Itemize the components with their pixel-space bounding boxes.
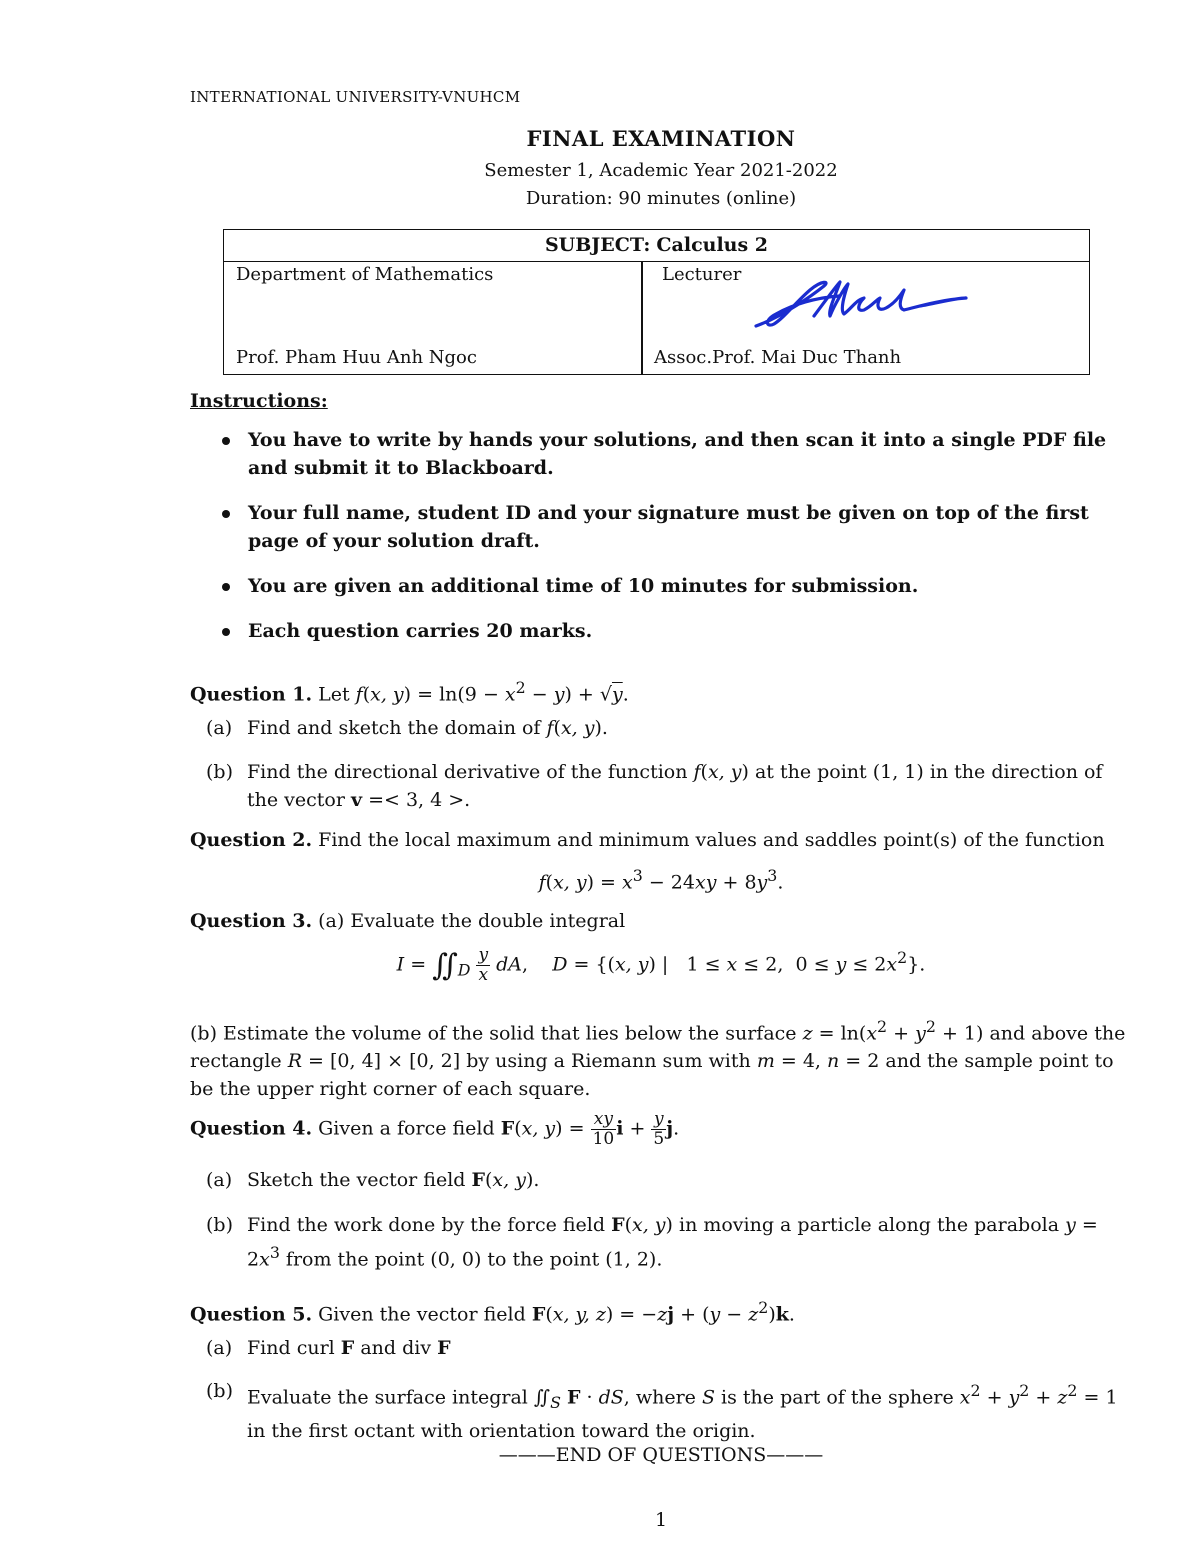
question-5b: (b) Evaluate the surface integral $∬_S$ F · dS, where S is the part of the sphere $x^2 + y^2 + z^2 = 1$ in the first octant with orientation toward the origin. (206, 1380, 1118, 1443)
question-5: Question 5. Given the vector field F(x, y, $z) = -zj + (y - z^2)k$. (190, 1298, 795, 1326)
lecturer-label: Lecturer (662, 264, 742, 285)
question-5a: (a) Find curl F and div F (206, 1337, 451, 1359)
question-3-label: Question 3. (190, 910, 313, 932)
duration-line: Duration: 90 minutes (online) (525, 188, 797, 209)
signature-image (744, 276, 974, 336)
question-1: Question 1. Let f(x, $y) = \ln(9 - x^2 - y) + √y$. (190, 678, 629, 706)
question-2-label: Question 2. (190, 829, 313, 851)
bullet-icon (222, 437, 230, 445)
bullet-icon (222, 510, 230, 518)
instruction-item: Your full name, student ID and your signature must be given on top of the first page of your solution draft. (222, 499, 1137, 555)
question-1-label: Question 1. (190, 683, 313, 706)
subject-row (224, 230, 1089, 262)
question-2-equation: f(x, $y) = x^3 - 24xy + 8y^3$. (538, 866, 784, 894)
instruction-item: Each question carries 20 marks. (222, 617, 1137, 645)
question-4-label: Question 4. (190, 1117, 313, 1140)
table-divider (641, 261, 643, 374)
bullet-icon (222, 583, 230, 591)
question-1a: (a) Find and sketch the domain of f(x, y). (206, 717, 608, 739)
lecturer-name: Assoc.Prof. Mai Duc Thanh (654, 347, 902, 368)
question-3-integral: $I = ∬_D$ $\frac{y}{x}$ dA, D = {(x, y) | 1 ≤ x ≤ 2, $0 \le y \le 2x^2$}. (396, 945, 926, 985)
instruction-item: You have to write by hands your solutions, and then scan it into a single PDF file and submit it to Blackboard. (222, 426, 1137, 482)
question-4b: (b) Find the work done by the force field F(x, y) in moving a particle along the parabola $y = 2x^3$ from the point (0, 0) to the point (1, 2). (206, 1214, 1098, 1271)
subject-name: Calculus 2 (656, 234, 769, 256)
department-name: Department of Mathematics (236, 264, 494, 285)
page-number: 1 (654, 1509, 668, 1531)
question-1b: (b) Find the directional derivative of the function f(x, y) at the point (1, 1) in the direction of the vector v =< 3, 4 >. (206, 761, 1103, 811)
bullet-icon (222, 628, 230, 636)
exam-title: FINAL EXAMINATION (526, 126, 796, 151)
instruction-item: You are given an additional time of 10 minutes for submission. (222, 572, 1137, 600)
question-2: Question 2. Find the local maximum and minimum values and saddles point(s) of the function (190, 829, 1105, 851)
subject-table (223, 229, 1090, 375)
semester-line: Semester 1, Academic Year 2021-2022 (484, 160, 838, 181)
question-4: Question 4. Given a force field F(x, y) = $\frac{xy}{10}$ i + $\frac{y}{5}$ j. (190, 1109, 680, 1149)
subject-label: SUBJECT: (544, 234, 651, 256)
instructions-list (222, 426, 1137, 662)
instructions-heading: Instructions: (190, 390, 328, 412)
question-4a: (a) Sketch the vector field F(x, y). (206, 1169, 540, 1191)
question-3b: (b) Estimate the volume of the solid that lies below the surface $z = \ln(x^2 + y^2 + 1)$ and above the rectangle R = [0, 4] × [0, 2] by using a Riemann sum with m = 4, n = 2 and the sample point to be the upper right corner of each square. (190, 1017, 1126, 1101)
university-name: INTERNATIONAL UNIVERSITY-VNUHCM (190, 88, 521, 106)
question-3: Question 3. (a) Evaluate the double integral (190, 910, 626, 932)
question-5-label: Question 5. (190, 1303, 313, 1326)
end-of-questions: ———END OF QUESTIONS——— (498, 1444, 824, 1466)
department-head: Prof. Pham Huu Anh Ngoc (236, 347, 477, 368)
